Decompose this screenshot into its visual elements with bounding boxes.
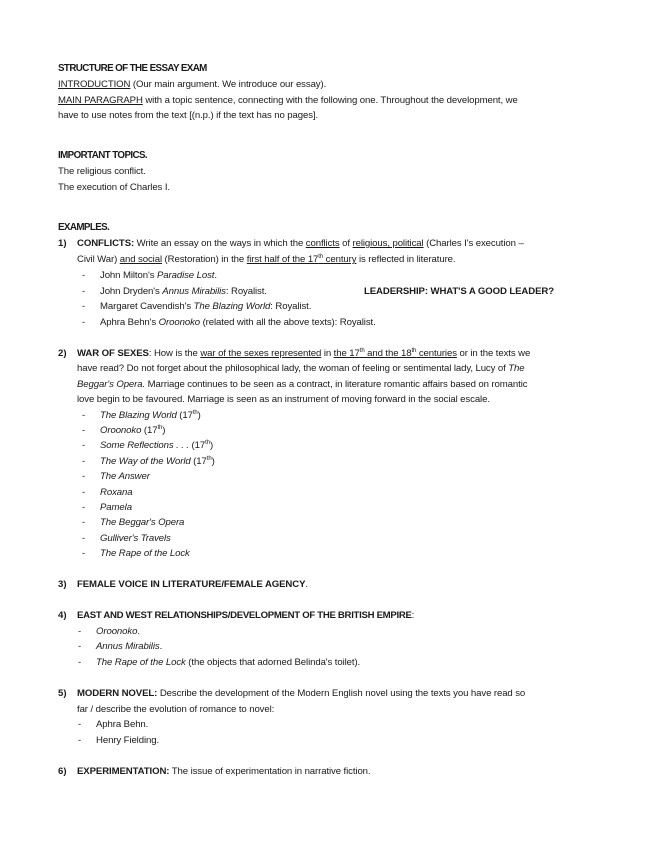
bullet-dash: - [82, 456, 86, 467]
item-title: The Rape of the Lock [96, 657, 186, 668]
intro-text: (Our main argument. We introduce our essay). [130, 79, 327, 90]
bullet-dash: - [82, 317, 86, 328]
example-6-number: 6) [58, 766, 67, 777]
item-text: Margaret Cavendish's [100, 301, 194, 312]
item-title: Oroonoko [158, 317, 201, 328]
example-1-underline-conflicts: conflicts [305, 238, 340, 249]
example-2-text-a: : How is the [148, 348, 201, 359]
example-1-text-c: (Charles I's execution – [423, 238, 524, 249]
document-title: STRUCTURE OF THE ESSAY EXAM [58, 63, 207, 74]
example-1-item-3 [100, 299, 311, 315]
example-2-line-3 [77, 377, 527, 393]
item-title: Annus Mirabilis [96, 641, 160, 652]
item-text: ) [197, 410, 201, 421]
example-2-title-the: The [508, 363, 525, 374]
bullet-dash: - [82, 487, 86, 498]
example-1-text-d: Civil War) [77, 254, 120, 265]
item-title: The Way of the World [100, 456, 191, 467]
example-2-line-1 [77, 346, 530, 362]
example-2-text-c: or in the texts we [456, 348, 531, 359]
item-title: The Blazing World [193, 301, 271, 312]
bullet-dash: - [82, 425, 86, 436]
item-text: Aphra Behn's [100, 317, 159, 328]
example-2-item-5: The Answer [100, 471, 150, 482]
example-4-text: : [411, 610, 415, 621]
bullet-dash: - [82, 533, 86, 544]
example-2-century-sup-2: th [411, 348, 417, 354]
intro-label: INTRODUCTION [58, 79, 131, 90]
example-4-number: 4) [58, 610, 67, 621]
bullet-dash: - [78, 641, 82, 652]
example-1-century-b: century [323, 254, 357, 265]
bullet-dash: - [82, 410, 86, 421]
example-5-line-2: far / describe the evolution of romance to novel: [77, 704, 275, 715]
example-1-century-a: first half of the 17 [246, 254, 319, 265]
item-title: Annus Mirabilis [162, 286, 226, 297]
example-2-item-7: Pamela [100, 502, 132, 513]
example-2-item-2 [100, 423, 165, 439]
item-text: . [214, 270, 217, 281]
example-2-line-4: love begin to be favoured. Marriage is seen as an instrument of moving forward in the social escale. [77, 394, 490, 405]
bullet-dash: - [82, 502, 86, 513]
example-2-item-4 [100, 454, 215, 470]
item-title: Oroonoko [96, 626, 138, 637]
item-sup: th [205, 440, 210, 446]
bullet-dash: - [78, 735, 82, 746]
example-5-item-2: Henry Fielding. [96, 735, 160, 746]
example-1-text-f: is reflected in literature. [356, 254, 456, 265]
example-2-text-e: Marriage continues to be seen as a contract, in literature romantic affairs based on romantic [145, 379, 528, 390]
bullet-dash: - [82, 471, 86, 482]
example-2-title-beggars-opera: Beggar's Opera. [77, 379, 146, 390]
example-5-item-1: Aphra Behn. [96, 719, 149, 730]
item-title: Some Reflections . . . [100, 440, 189, 451]
example-2-text-b: in [321, 348, 334, 359]
item-text: John Dryden's [100, 286, 163, 297]
example-4-label: EAST AND WEST RELATIONSHIPS/DEVELOPMENT OF THE BRITISH EMPIRE [77, 610, 412, 621]
example-5-label: MODERN NOVEL: [77, 688, 158, 699]
example-1-line-2 [77, 252, 455, 268]
example-2-item-10: The Rape of the Lock [100, 548, 190, 559]
example-1-underline-social: and social [119, 254, 162, 265]
item-text: (related with all the above texts): Royalist. [200, 317, 376, 328]
example-2-century-b: and the 18 [364, 348, 412, 359]
example-2-label: WAR OF SEXES [77, 348, 149, 359]
bullet-dash: - [82, 440, 86, 451]
example-2-item-3 [100, 438, 213, 454]
bullet-dash: - [82, 286, 86, 297]
example-2-item-6: Roxana [100, 487, 133, 498]
intro-line [58, 77, 326, 93]
item-sup: th [192, 410, 198, 416]
example-2-line-2 [77, 361, 525, 377]
example-5-number: 5) [58, 688, 67, 699]
item-text: : Royalist. [270, 301, 312, 312]
item-text: John Milton's [100, 270, 157, 281]
important-topics-heading: IMPORTANT TOPICS. [58, 150, 148, 161]
bullet-dash: - [78, 626, 82, 637]
bullet-dash: - [82, 517, 86, 528]
example-6-text: The issue of experimentation in narrative fiction. [169, 766, 371, 777]
bullet-dash: - [78, 719, 82, 730]
example-2-century-c: centuries [416, 348, 457, 359]
example-1-item-2 [100, 284, 267, 300]
example-1-underline-religious-political: religious, political [352, 238, 424, 249]
example-1-century-sup: th [318, 254, 324, 260]
example-4-item-2 [96, 639, 162, 655]
example-1-item-1 [100, 268, 217, 284]
example-1-text-a: Write an essay on the ways in which the [134, 238, 306, 249]
example-1-text-b: of [339, 238, 353, 249]
example-4-line [77, 608, 414, 624]
example-2-century-a: the 17 [333, 348, 360, 359]
leadership-note: LEADERSHIP: WHAT'S A GOOD LEADER? [364, 286, 554, 297]
topic-1: The religious conflict. [58, 166, 146, 177]
item-text: . [137, 626, 140, 637]
example-5-line-1 [77, 686, 525, 702]
example-2-underline-war: war of the sexes represented [200, 348, 322, 359]
main-paragraph-label: MAIN PARAGRAPH [58, 95, 143, 106]
item-title: The Blazing World [100, 410, 177, 421]
example-4-item-1 [96, 624, 140, 640]
example-2-century-sup: th [359, 348, 365, 354]
example-1-text-e: (Restoration) in the [161, 254, 247, 265]
bullet-dash: - [78, 657, 82, 668]
main-paragraph-text-1: with a topic sentence, connecting with the following one. Throughout the development, we [142, 95, 518, 106]
example-4-item-3 [96, 655, 360, 671]
item-text: ) [162, 425, 166, 436]
example-1-item-4 [100, 315, 376, 331]
item-text: (17 [188, 440, 206, 451]
item-text: . [159, 641, 163, 652]
example-1-number: 1) [58, 238, 67, 249]
item-sup: th [157, 425, 163, 431]
example-3-text: . [305, 579, 308, 590]
item-title: Paradise Lost [156, 270, 215, 281]
item-text: : Royalist. [225, 286, 267, 297]
example-1-line-1 [77, 236, 524, 252]
main-paragraph-line-2: have to use notes from the text [(n.p.) if the text has no pages]. [58, 110, 319, 121]
item-text: ) [209, 440, 214, 451]
example-6-line [77, 764, 371, 780]
example-2-item-8: The Beggar's Opera [100, 517, 185, 528]
item-text: ) [211, 456, 215, 467]
example-5-text-a: Describe the development of the Modern English novel using the texts you have read so [157, 688, 526, 699]
example-1-underline-century [247, 254, 357, 265]
item-text: (17 [190, 456, 207, 467]
item-text: (the objects that adorned Belinda's toilet). [185, 657, 361, 668]
example-3-number: 3) [58, 579, 67, 590]
item-text: (17 [141, 425, 158, 436]
main-paragraph-line-1 [58, 93, 518, 109]
examples-heading: EXAMPLES. [58, 222, 110, 233]
example-2-underline-centuries [334, 348, 457, 359]
example-2-item-1 [100, 408, 201, 424]
example-2-text-d: have read? Do not forget about the philosophical lady, the woman of feeling or sentimental lady, Lucy of [77, 363, 509, 374]
example-1-label: CONFLICTS: [77, 238, 135, 249]
bullet-dash: - [82, 548, 86, 559]
bullet-dash: - [82, 270, 86, 281]
bullet-dash: - [82, 301, 86, 312]
example-2-item-9: Gulliver's Travels [100, 533, 171, 544]
example-3-label: FEMALE VOICE IN LITERATURE/FEMALE AGENCY [77, 579, 306, 590]
example-3-line [77, 577, 308, 593]
item-sup: th [206, 456, 212, 462]
example-6-label: EXPERIMENTATION: [77, 766, 170, 777]
example-2-number: 2) [58, 348, 67, 359]
item-title: Oroonoko [100, 425, 142, 436]
item-text: (17 [176, 410, 193, 421]
topic-2: The execution of Charles I. [58, 182, 170, 193]
